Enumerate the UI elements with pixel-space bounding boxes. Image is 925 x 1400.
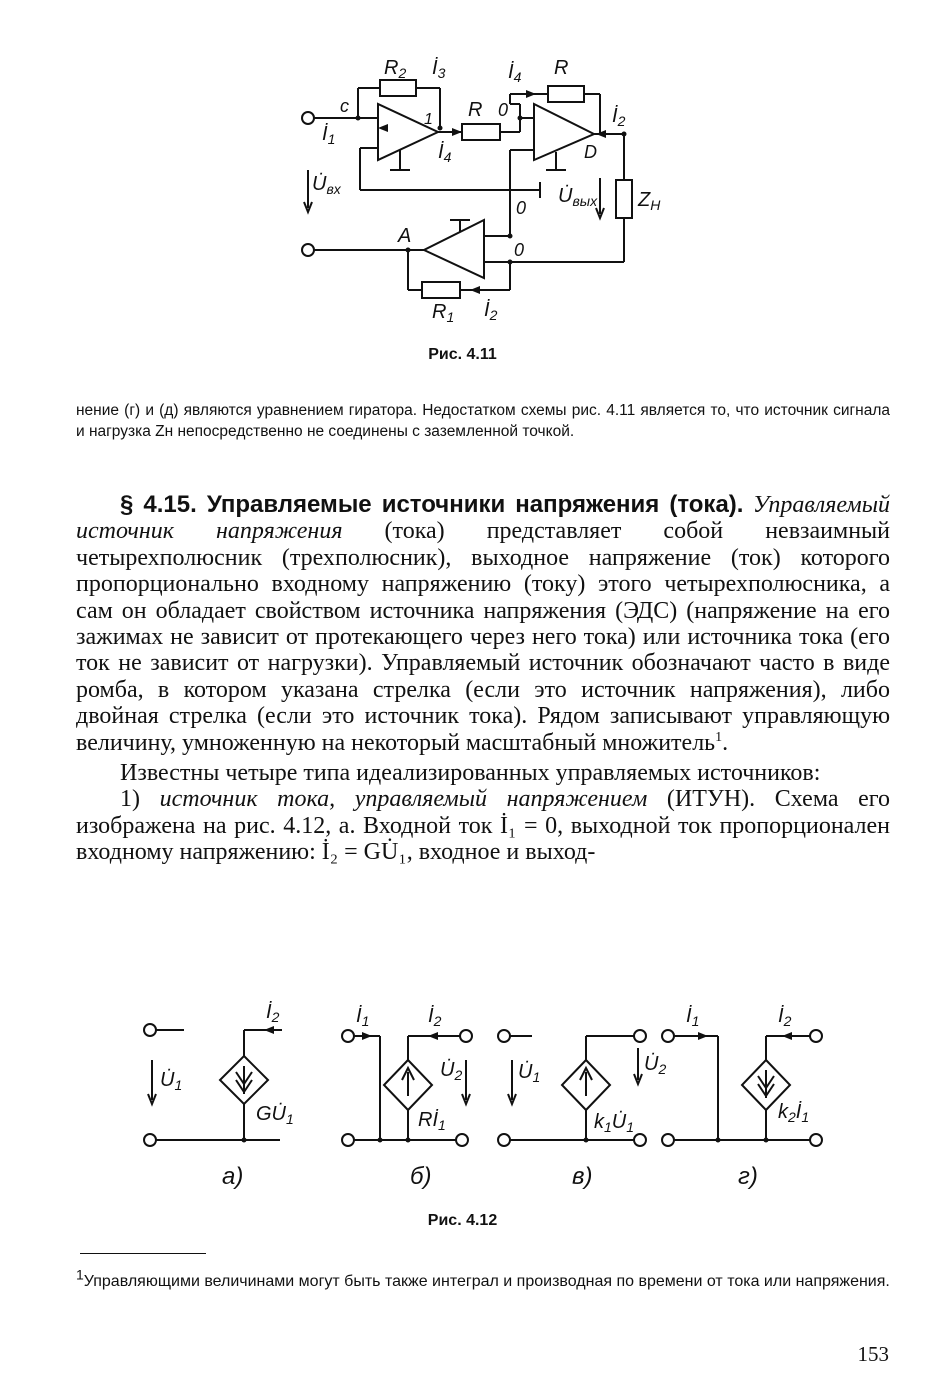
label-zero-mid: 0 — [516, 198, 527, 218]
paragraph-2: Известны четыре типа идеализированных управляемых источников: — [120, 760, 821, 787]
paragraph-1-text: (тока) представляет собой невзаимный четырехполюсник (трехполюсник), выходное напряжение (ток) которого пропорционально входному напряжению (току) этого четырехполюсника, а сам он обладает свойством источника напряжения (ЭДС) (напряжение на его зажимах не зависит от протекающего через него тока) или источника тока (его ток не зависит от нагрузки). Управляемый источник обозначают часто в виде ромба, в котором указана стрелка (если это источник напряжения), либо двойная стрелка (если это источник тока). Рядом записывают управляющую величину, умноженную на некоторый масштабный множитель — [76, 518, 890, 756]
label-uvx: $U̇_{вх}$ — [312, 173, 341, 197]
label-c: c — [340, 96, 349, 116]
v-label-u2: $U̇_2$ — [644, 1053, 667, 1077]
label-i4-top: $İ_4$ — [508, 61, 522, 85]
page-number: 153 — [857, 1342, 889, 1366]
label-r-top: R — [554, 57, 569, 79]
v-subfig-label: в) — [572, 1163, 593, 1190]
a-label-i2: $İ_2$ — [266, 1001, 280, 1025]
footnote-ref: 1 — [715, 729, 723, 745]
a-subfig-label: а) — [222, 1163, 244, 1190]
label-r-mid: R — [468, 99, 483, 121]
label-r2: $R_2$ — [384, 57, 407, 81]
paragraph-3-num: 1) — [120, 786, 160, 813]
footnote-mark: 1 — [76, 1266, 84, 1283]
label-i3: $İ_3$ — [432, 57, 446, 81]
label-a: A — [398, 225, 412, 247]
footnote — [76, 1266, 890, 1294]
term-controlled-source: Управляемый источник напряжения — [76, 492, 890, 545]
v-label-value: $k_1U̇_1$ — [594, 1111, 635, 1135]
figure-4-12-diagrams — [0, 990, 925, 1200]
label-i2-bot: $İ_2$ — [484, 299, 498, 323]
footnote-rule — [80, 1253, 206, 1254]
a-label-u1: $U̇_1$ — [160, 1069, 183, 1093]
figure-4-11-caption: Рис. 4.11 — [428, 346, 497, 363]
a-label-value: $GU̇_1$ — [256, 1103, 294, 1127]
b-label-i1: $İ_1$ — [356, 1005, 370, 1029]
label-i1: $İ_1$ — [322, 123, 336, 147]
paragraph-1 — [76, 492, 890, 756]
figure-4-12 — [0, 990, 925, 1200]
figure-4-11 — [0, 40, 925, 330]
b-label-value: $Rİ_1$ — [418, 1109, 446, 1133]
label-zero-bot: 0 — [514, 240, 525, 260]
small-paragraph: нение (г) и (д) являются уравнением гиратора. Недостатком схемы рис. 4.11 является то, что источник сигнала и нагрузка Zн непосредственно не соединены с заземленной точкой. — [76, 402, 890, 440]
label-zero-d: 0 — [498, 100, 509, 120]
paragraph-3 — [76, 786, 890, 865]
v-label-u1: $U̇_1$ — [518, 1061, 541, 1085]
label-zh: $Z_Н$ — [638, 189, 661, 213]
label-i4-bot: $İ_4$ — [438, 141, 452, 165]
section-heading: § 4.15. Управляемые источники напряжения (тока). — [120, 491, 744, 518]
paragraph-3-text: (ИТУН). Схема его изображена на рис. 4.12, а. Входной ток İ₁ = 0, выходной ток пропорционален входному напряжению: İ₂ = GU̇₁, входное и выход- — [76, 786, 890, 866]
label-d: D — [584, 142, 597, 162]
figure-4-12-caption: Рис. 4.12 — [427, 1212, 498, 1229]
b-subfig-label: б) — [410, 1163, 432, 1190]
label-r1: $R_1$ — [432, 301, 455, 325]
paragraph-1-end: . — [722, 729, 729, 756]
b-label-u2: $U̇_2$ — [440, 1059, 463, 1083]
g-label-i1: $İ_1$ — [686, 1005, 700, 1029]
g-label-i2: $İ_2$ — [778, 1005, 792, 1029]
b-label-i2: $İ_2$ — [428, 1005, 442, 1029]
section-body — [76, 492, 890, 866]
label-i2-top: $İ_2$ — [612, 105, 626, 129]
g-label-value: $k_2İ_1$ — [778, 1101, 810, 1125]
g-subfig-label: г) — [738, 1163, 758, 1190]
term-itun: источник тока, управляемый напряжением — [159, 786, 648, 813]
label-one: 1 — [424, 111, 433, 128]
label-uvyx: $U̇_{вых}$ — [558, 185, 598, 209]
figure-4-11-circuit — [0, 40, 925, 330]
footnote-text: Управляющими величинами могут быть также интеграл и производная по времени от тока или напряжения. — [83, 1273, 890, 1290]
